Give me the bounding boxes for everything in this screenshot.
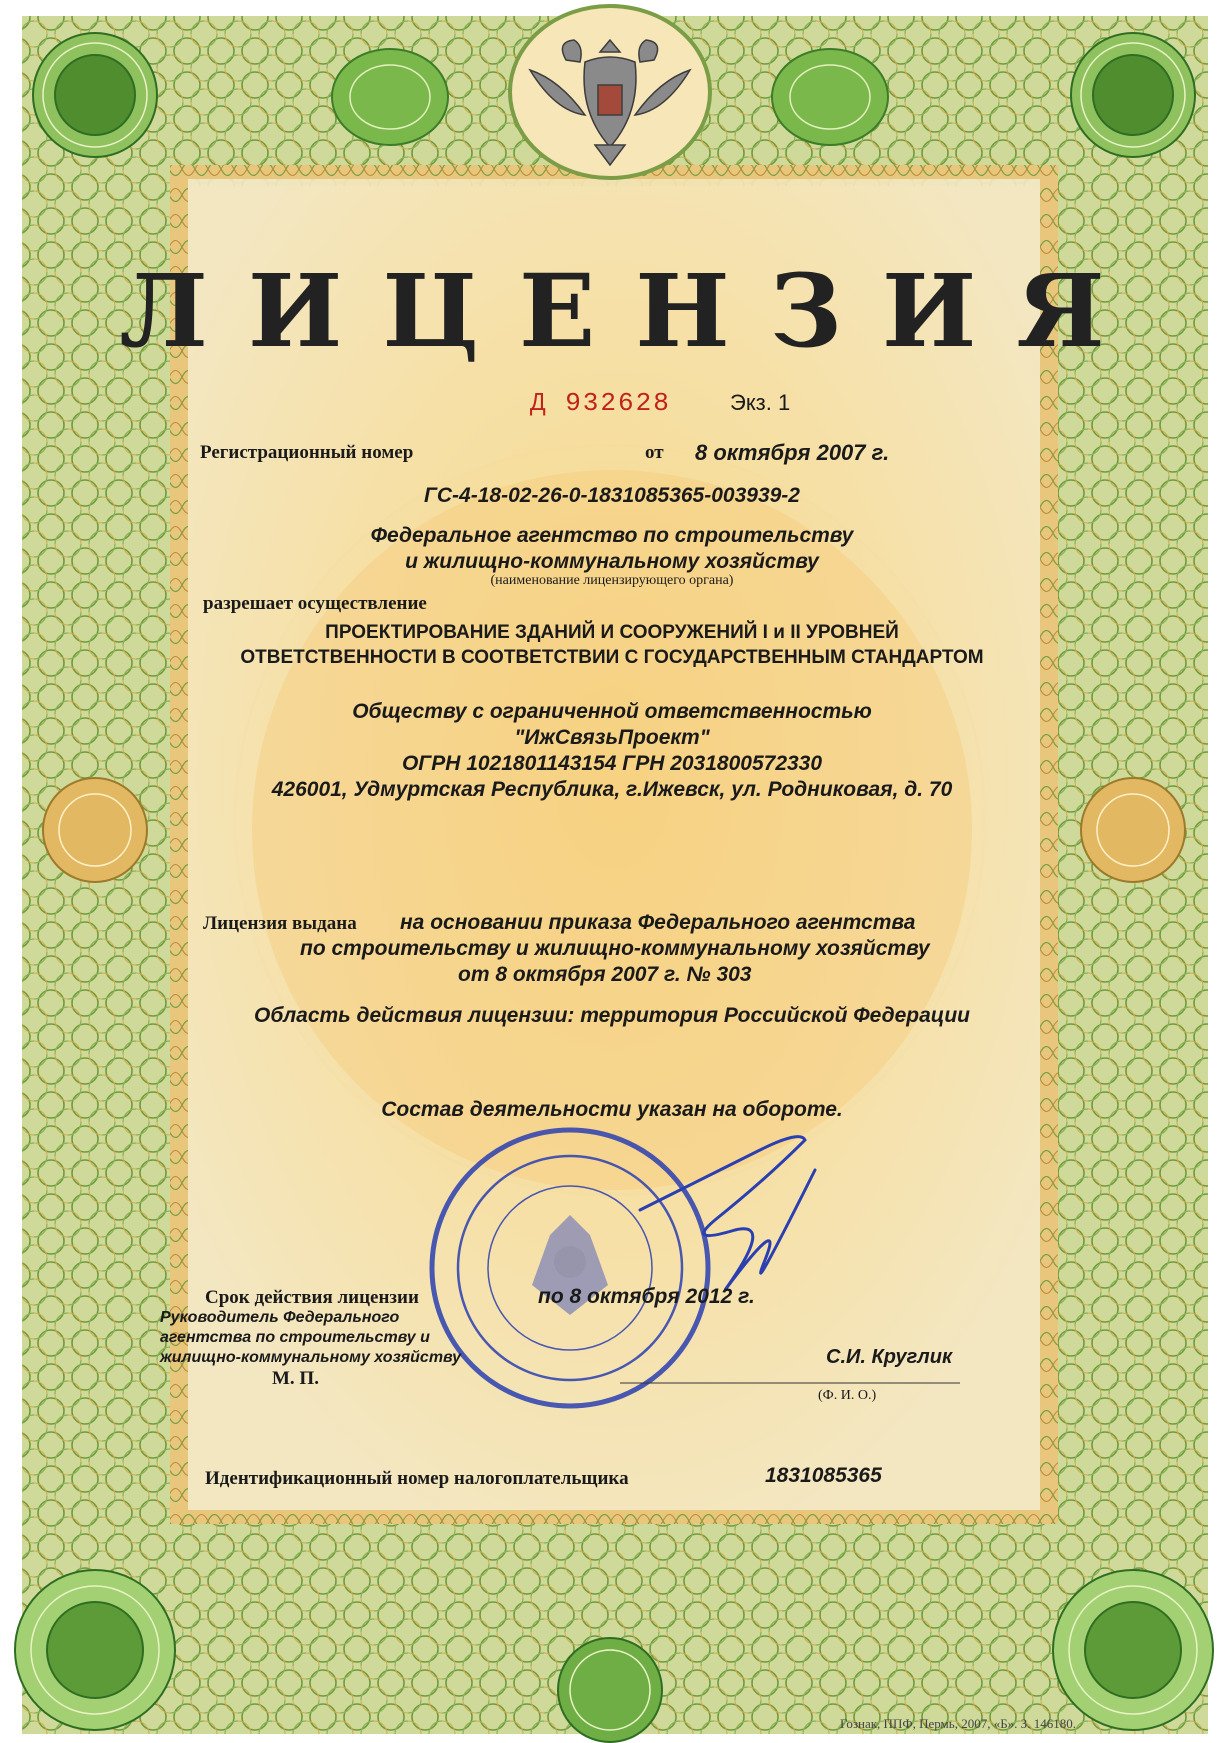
activity-line-1: ПРОЕКТИРОВАНИЕ ЗДАНИЙ И СООРУЖЕНИЙ I и II УРОВНЕЙ bbox=[325, 622, 899, 643]
validity-label: Срок действия лицензии bbox=[205, 1287, 419, 1308]
signer-name: С.И. Круглик bbox=[826, 1346, 953, 1368]
head-title-line-1: Руководитель Федерального bbox=[160, 1309, 400, 1326]
company-address: 426001, Удмуртская Республика, г.Ижевск, ул. Родниковая, д. 70 bbox=[271, 778, 953, 801]
seal-place-mark: М. П. bbox=[272, 1368, 319, 1389]
printer-note: Гознак, ППФ, Пермь, 2007, «Б». З. 146180. bbox=[840, 1716, 1076, 1731]
inn-label: Идентификационный номер налогоплательщика bbox=[205, 1468, 629, 1489]
reg-date-prefix: от bbox=[645, 442, 664, 463]
validity-date: по 8 октября 2012 г. bbox=[538, 1285, 755, 1308]
issued-line-3: от 8 октября 2007 г. № 303 bbox=[458, 963, 752, 986]
inn-value: 1831085365 bbox=[765, 1464, 882, 1487]
issued-label: Лицензия выдана bbox=[203, 913, 357, 934]
document-title: ЛИЦЕНЗИЯ bbox=[119, 252, 1145, 370]
agency-caption: (наименование лицензирующего органа) bbox=[490, 573, 734, 588]
agency-line-1: Федеральное агентство по строительству bbox=[370, 524, 854, 547]
head-title-line-2: агентства по строительству и bbox=[160, 1329, 430, 1346]
activity-line-2: ОТВЕТСТВЕННОСТИ В СООТВЕТСТВИИ С ГОСУДАРСТВЕННЫМ СТАНДАРТОМ bbox=[240, 647, 984, 668]
company-name: "ИжСвязьПроект" bbox=[514, 726, 710, 749]
copy-number: Экз. 1 bbox=[730, 390, 791, 415]
reg-date: 8 октября 2007 г. bbox=[695, 440, 890, 465]
reg-number: ГС-4-18-02-26-0-1831085365-003939-2 bbox=[424, 484, 800, 507]
company-line-1: Обществу с ограниченной ответственностью bbox=[352, 700, 872, 723]
reg-label: Регистрационный номер bbox=[200, 442, 414, 463]
activity-composition-note: Состав деятельности указан на обороте. bbox=[381, 1098, 843, 1121]
issued-line-1: на основании приказа Федерального агентства bbox=[400, 911, 916, 934]
issued-line-2: по строительству и жилищно-коммунальному хозяйству bbox=[300, 937, 930, 960]
head-title-line-3: жилищно-коммунальному хозяйству bbox=[160, 1349, 461, 1366]
fio-caption: (Ф. И. О.) bbox=[818, 1388, 877, 1403]
serial-number: Д 932628 bbox=[530, 388, 671, 418]
license-scope: Область действия лицензии: территория Российской Федерации bbox=[254, 1004, 970, 1027]
permits-label: разрешает осуществление bbox=[203, 593, 427, 614]
company-ogrn: ОГРН 1021801143154 ГРН 2031800572330 bbox=[401, 752, 823, 775]
agency-line-2: и жилищно-коммунальному хозяйству bbox=[405, 550, 819, 573]
